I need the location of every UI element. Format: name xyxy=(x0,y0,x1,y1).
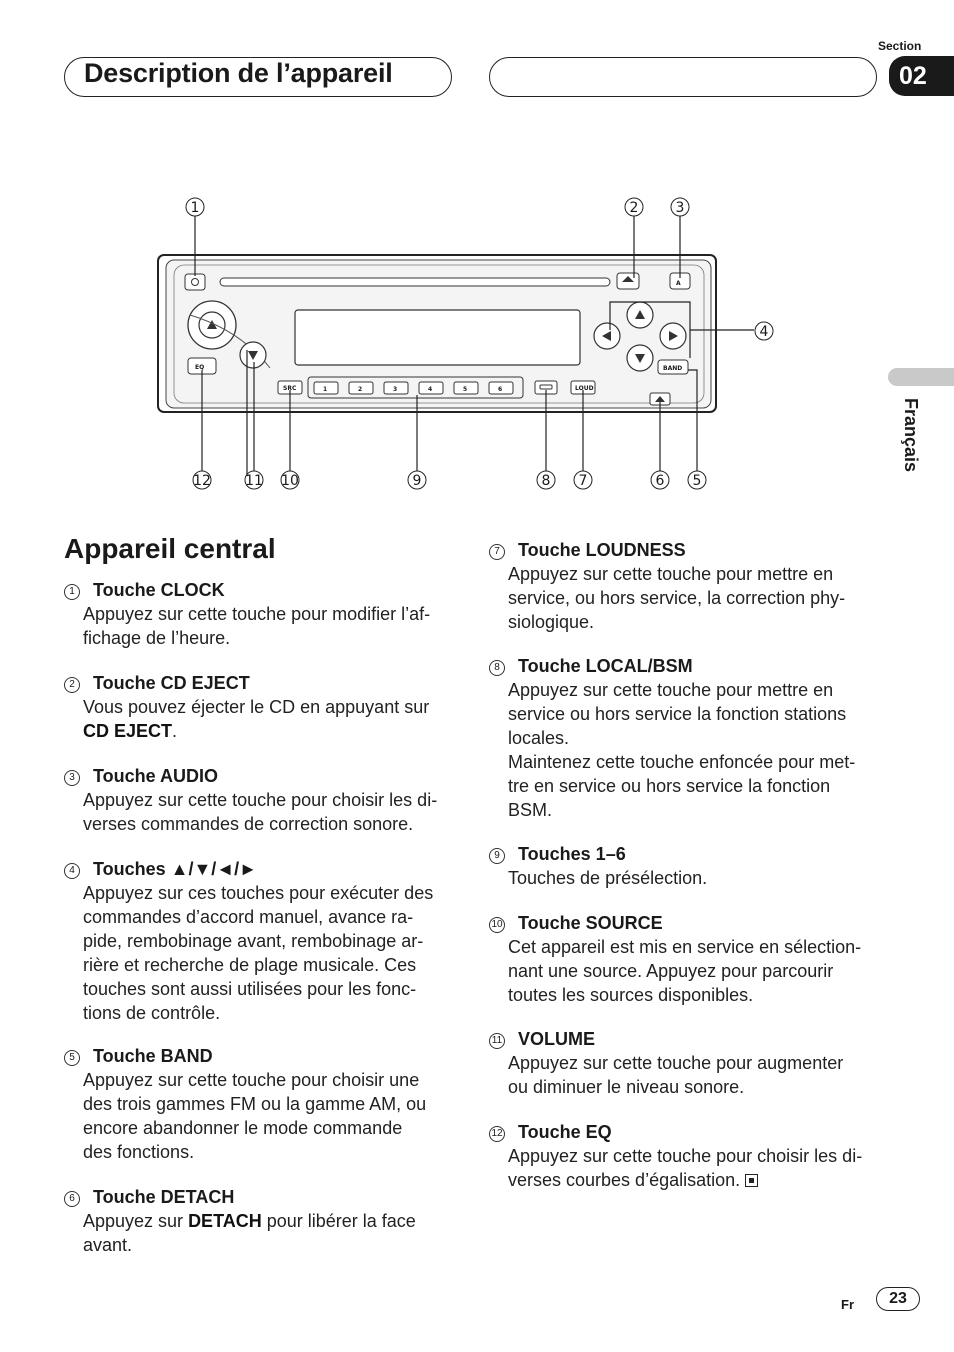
callout-number-5: 5 xyxy=(692,473,702,489)
item-title xyxy=(489,911,879,935)
callout-number-7: 7 xyxy=(578,473,588,489)
item-title xyxy=(489,1027,879,1051)
src-label: SRC xyxy=(283,385,297,392)
item-11 xyxy=(489,1027,879,1099)
language-label: Français xyxy=(901,398,921,473)
item-1 xyxy=(64,578,454,650)
callout-number-12: 12 xyxy=(193,473,211,489)
preset-label-1: 1 xyxy=(323,386,328,393)
head-unit-svg xyxy=(150,190,790,500)
callout-number-9: 9 xyxy=(412,473,422,489)
item-10 xyxy=(489,911,879,1007)
callout-number-10: 10 xyxy=(281,473,299,489)
preset-label-6: 6 xyxy=(498,386,503,393)
item-description: Touches de présélection. xyxy=(508,868,708,888)
footer-language: Fr xyxy=(841,1297,854,1312)
item-2 xyxy=(64,671,454,743)
eq-label: EQ xyxy=(195,364,205,371)
item-title-text: Touches ▲/▼/◄/► xyxy=(93,859,257,879)
item-title-text: Touche SOURCE xyxy=(518,913,663,933)
callout-number-4: 4 xyxy=(759,324,769,340)
item-title-text: Touche BAND xyxy=(93,1046,213,1066)
item-description: Appuyez sur cette touche pour mettre en service ou hors service la fonction stations locales. Maintenez cette touche enfoncée pour met- tre en service ou hors service la fonction BSM. xyxy=(508,680,856,820)
item-title-text: Touche CLOCK xyxy=(93,580,225,600)
item-title xyxy=(489,538,879,562)
end-mark-icon xyxy=(745,1174,758,1187)
band-label: BAND xyxy=(663,365,683,372)
item-9 xyxy=(489,842,879,890)
section-heading: Appareil central xyxy=(64,533,276,564)
item-title xyxy=(489,842,879,866)
item-12 xyxy=(489,1120,879,1192)
item-title-text: Touche LOUDNESS xyxy=(518,540,686,560)
item-number-badge: 10 xyxy=(489,917,505,933)
item-title-text: Touche DETACH xyxy=(93,1187,235,1207)
section-label: Section xyxy=(878,39,922,53)
item-number-badge: 7 xyxy=(489,544,505,560)
header-empty-pill xyxy=(489,57,877,97)
item-description: Appuyez sur DETACH pour libérer la face avant. xyxy=(83,1211,416,1255)
item-4 xyxy=(64,857,454,1025)
item-number-badge: 12 xyxy=(489,1126,505,1142)
item-number-badge: 3 xyxy=(64,770,80,786)
callout-number-6: 6 xyxy=(655,473,665,489)
item-7 xyxy=(489,538,879,634)
item-title xyxy=(64,1044,454,1068)
preset-label-5: 5 xyxy=(463,386,468,393)
item-title-text: VOLUME xyxy=(518,1029,596,1049)
section-badge: 02 xyxy=(889,56,954,96)
loud-label: LOUD xyxy=(575,385,594,392)
callout-number-11: 11 xyxy=(245,473,263,489)
display-window xyxy=(295,310,580,365)
item-title xyxy=(64,1185,454,1209)
callout-number-8: 8 xyxy=(541,473,551,489)
item-6 xyxy=(64,1185,454,1257)
item-description: Appuyez sur cette touche pour choisir les di- verses commandes de correction sonore. xyxy=(83,790,438,834)
item-title xyxy=(489,654,879,678)
item-number-badge: 9 xyxy=(489,848,505,864)
item-description: Appuyez sur cette touche pour mettre en service, ou hors service, la correction phy- siologique. xyxy=(508,564,846,632)
item-title xyxy=(489,1120,879,1144)
item-number-badge: 4 xyxy=(64,863,80,879)
item-number-badge: 5 xyxy=(64,1050,80,1066)
item-description: Appuyez sur cette touche pour choisir les di- verses courbes d’égalisation. xyxy=(508,1146,863,1190)
item-description: Appuyez sur cette touche pour choisir une des trois gammes FM ou la gamme AM, ou encore abandonner le mode commande des fonctions. xyxy=(83,1070,427,1162)
callout-number-2: 2 xyxy=(629,200,639,216)
preset-label-3: 3 xyxy=(393,386,398,393)
callout-number-3: 3 xyxy=(675,200,685,216)
item-title-text: Touches 1–6 xyxy=(518,844,626,864)
item-title xyxy=(64,671,454,695)
callout-number-1: 1 xyxy=(190,200,200,216)
preset-label-4: 4 xyxy=(428,386,433,393)
item-number-badge: 6 xyxy=(64,1191,80,1207)
item-3 xyxy=(64,764,454,836)
item-title xyxy=(64,764,454,788)
item-description: Vous pouvez éjecter le CD en appuyant sur CD EJECT. xyxy=(83,697,430,741)
item-title-text: Touche LOCAL/BSM xyxy=(518,656,693,676)
item-title xyxy=(64,578,454,602)
clock-button xyxy=(185,274,205,290)
item-description: Appuyez sur ces touches pour exécuter des commandes d’accord manuel, avance ra- pide, rembobinage avant, rembobinage ar- rière et recherche de plage musicale. Ces touches sont aussi utilisées pour les fonc- tions de contrôle. xyxy=(83,883,434,1023)
item-description: Appuyez sur cette touche pour augmenter ou diminuer le niveau sonore. xyxy=(508,1053,844,1097)
item-title-text: Touche EQ xyxy=(518,1122,612,1142)
item-8 xyxy=(489,654,879,822)
item-number-badge: 2 xyxy=(64,677,80,693)
language-tab xyxy=(888,368,954,386)
head-unit-diagram xyxy=(150,190,790,500)
page-number: 23 xyxy=(876,1287,920,1311)
item-description: Cet appareil est mis en service en sélection- nant une source. Appuyez pour parcourir toutes les sources disponibles. xyxy=(508,937,862,1005)
item-number-badge: 1 xyxy=(64,584,80,600)
item-title-text: Touche AUDIO xyxy=(93,766,218,786)
cd-slot xyxy=(220,278,610,286)
audio-icon: A xyxy=(676,280,681,287)
item-number-badge: 8 xyxy=(489,660,505,676)
item-number-badge: 11 xyxy=(489,1033,505,1049)
item-title xyxy=(64,857,454,881)
item-5 xyxy=(64,1044,454,1164)
preset-label-2: 2 xyxy=(358,386,363,393)
item-description: Appuyez sur cette touche pour modifier l’af- fichage de l’heure. xyxy=(83,604,431,648)
item-title-text: Touche CD EJECT xyxy=(93,673,250,693)
page-title: Description de l’appareil xyxy=(84,58,393,88)
